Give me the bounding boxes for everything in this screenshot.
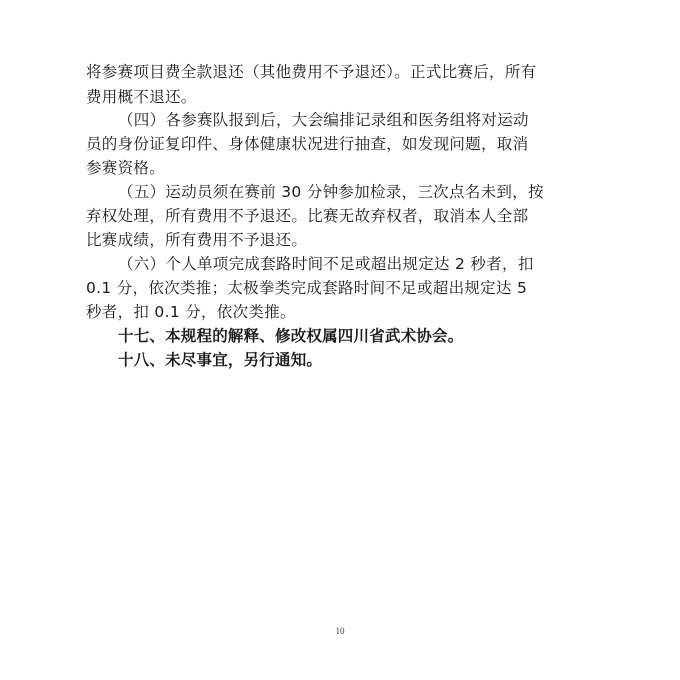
paragraph-line-3: （四）各参赛队报到后，大会编排记录组和医务组将对运动 [118, 111, 529, 129]
paragraph-line-1: 将参赛项目费全款退还（其他费用不予退还）。正式比赛后，所有 [86, 63, 537, 81]
paragraph-line-11: 秒者，扣 0.1 分，依次类推。 [86, 303, 296, 321]
section-heading-18: 十八、未尽事宜，另行通知。 [118, 351, 323, 369]
paragraph-line-7: 弃权处理，所有费用不予退还。比赛无故弃权者，取消本人全部 [86, 207, 529, 225]
paragraph-line-9: （六）个人单项完成套路时间不足或超出规定达 2 秒者，扣 [118, 255, 534, 273]
paragraph-line-10: 0.1 分，依次类推；太极拳类完成套路时间不足或超出规定达 5 [86, 279, 528, 297]
paragraph-line-5: 参赛资格。 [86, 159, 166, 177]
page-number: 10 [335, 626, 345, 636]
paragraph-line-2: 费用概不退还。 [86, 88, 197, 106]
paragraph-line-8: 比赛成绩，所有费用不予退还。 [86, 231, 308, 249]
section-heading-17: 十七、本规程的解释、修改权属四川省武术协会。 [118, 327, 464, 345]
paragraph-line-4: 员的身份证复印件、身体健康状况进行抽查，如发现问题，取消 [86, 135, 529, 153]
paragraph-line-6: （五）运动员须在赛前 30 分钟参加检录，三次点名未到，按 [118, 183, 544, 201]
